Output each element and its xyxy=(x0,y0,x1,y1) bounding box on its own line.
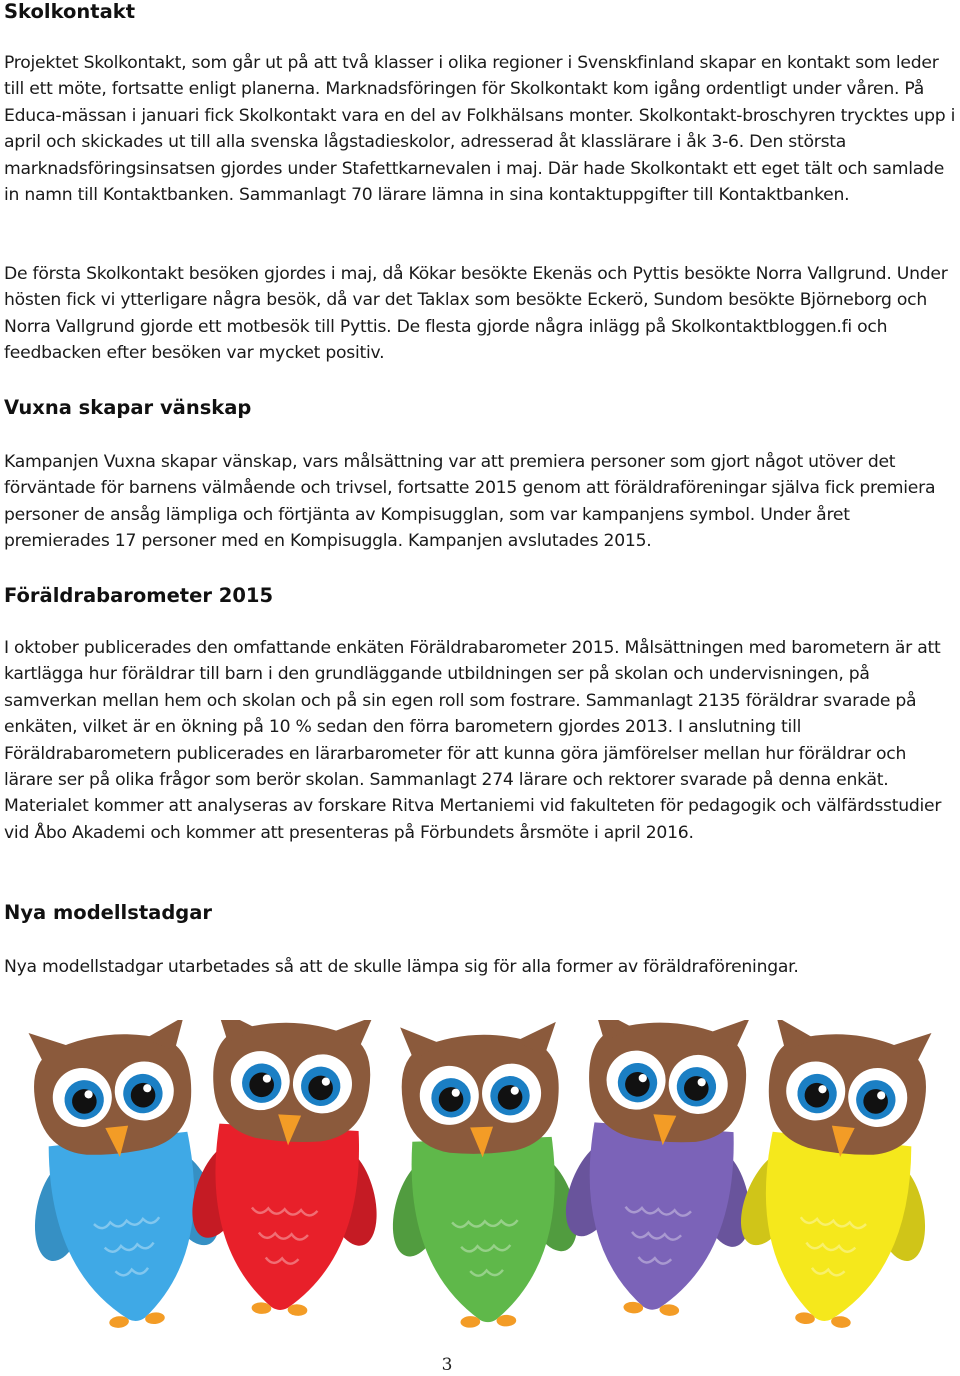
owl-green xyxy=(375,1021,592,1331)
owls-illustration xyxy=(0,1020,960,1340)
heading-foraldrabarometer: Föräldrabarometer 2015 xyxy=(4,584,274,607)
paragraph-nya-modellstadgar: Nya modellstadgar utarbetades så att de skulle lämpa sig för alla former av föräldraföreningar. xyxy=(4,957,799,977)
heading-skolkontakt: Skolkontakt xyxy=(4,0,136,23)
heading-nya-modellstadgar: Nya modellstadgar xyxy=(4,901,213,924)
paragraph-foraldrabarometer: I oktober publicerades den omfattande enkäten Föräldrabarometer 2015. Målsättningen med barometern är att kartlägga hur föräldrar till barn i den grundläggande utbildningen ser på skolan och undervisningen, på samverkan mellan hem och skolan och på sin egen roll som fostrare. Sammanlagt 2135 föräldrar svarade på enkäten, vilket är en ökning på 10 % sedan den förra barometern gjordes 2013. I anslutning till Föräldrabarometern publicerades en lärarbarometer för att kunna göra jämförelser mellan hur föräldrar och lärare ser på olika frågor som berör skolan. Sammanlagt 274 lärare och rektorer svarade på denna enkät. Materialet kommer att analyseras av forskare Ritva Mertaniemi vid fakulteten för pedagogik och välfärdsstudier vid Åbo Akademi och kommer att presenteras på Förbundets årsmöte i april 2016. xyxy=(4,638,942,843)
owl-yellow xyxy=(720,1020,957,1337)
heading-vuxna-skapar-vanskap: Vuxna skapar vänskap xyxy=(4,396,252,419)
paragraph-vuxna-skapar-vanskap: Kampanjen Vuxna skapar vänskap, vars målsättning var att premiera personer som gjort något utöver det förväntade för barnens välmående och trivsel, fortsatte 2015 genom att föräldraföreningar själva fick premiera personer de ansåg lämpliga och förtjänta av Kompisugglan, som var kampanjens symbol. Under året premierades 17 personer med en Kompisuggla. Kampanjen avslutades 2015. xyxy=(4,452,936,552)
owl-red xyxy=(176,1020,398,1320)
paragraph-skolkontakt-1: Projektet Skolkontakt, som går ut på att två klasser i olika regioner i Svenskfinland skapar en kontakt som leder till ett möte, fortsatte enligt planerna. Marknadsföringen för Skolkontakt kom igång ordentligt under våren. På Educa-mässan i januari fick Skolkontakt vara en del av Folkhälsans monter. Skolkontakt-broschyren trycktes upp i april och skickades ut till alla svenska lågstadieskolor, adresserad åt klasslärare i åk 3-6. Den största marknadsföringsinsatsen gjordes under Stafettkarnevalen i maj. Där hade Skolkontakt ett eget tält och samlade in namn till Kontaktbanken. Sammanlagt 70 lärare lämna in sina kontaktuppgifter till Kontaktbanken. xyxy=(4,53,956,206)
paragraph-skolkontakt-2: De första Skolkontakt besöken gjordes i maj, då Kökar besökte Ekenäs och Pyttis besökte Norra Vallgrund. Under hösten fick vi ytterligare några besök, då var det Taklax som besökte Eckerö, Sundom besökte Björneborg och Norra Vallgrund gjorde ett motbesök till Pyttis. De flesta gjorde några inlägg på Skolkontaktbloggen.fi och feedbacken efter besöken var mycket positiv. xyxy=(4,264,948,364)
page-number: 3 xyxy=(441,1355,453,1375)
owl-purple xyxy=(548,1020,775,1322)
